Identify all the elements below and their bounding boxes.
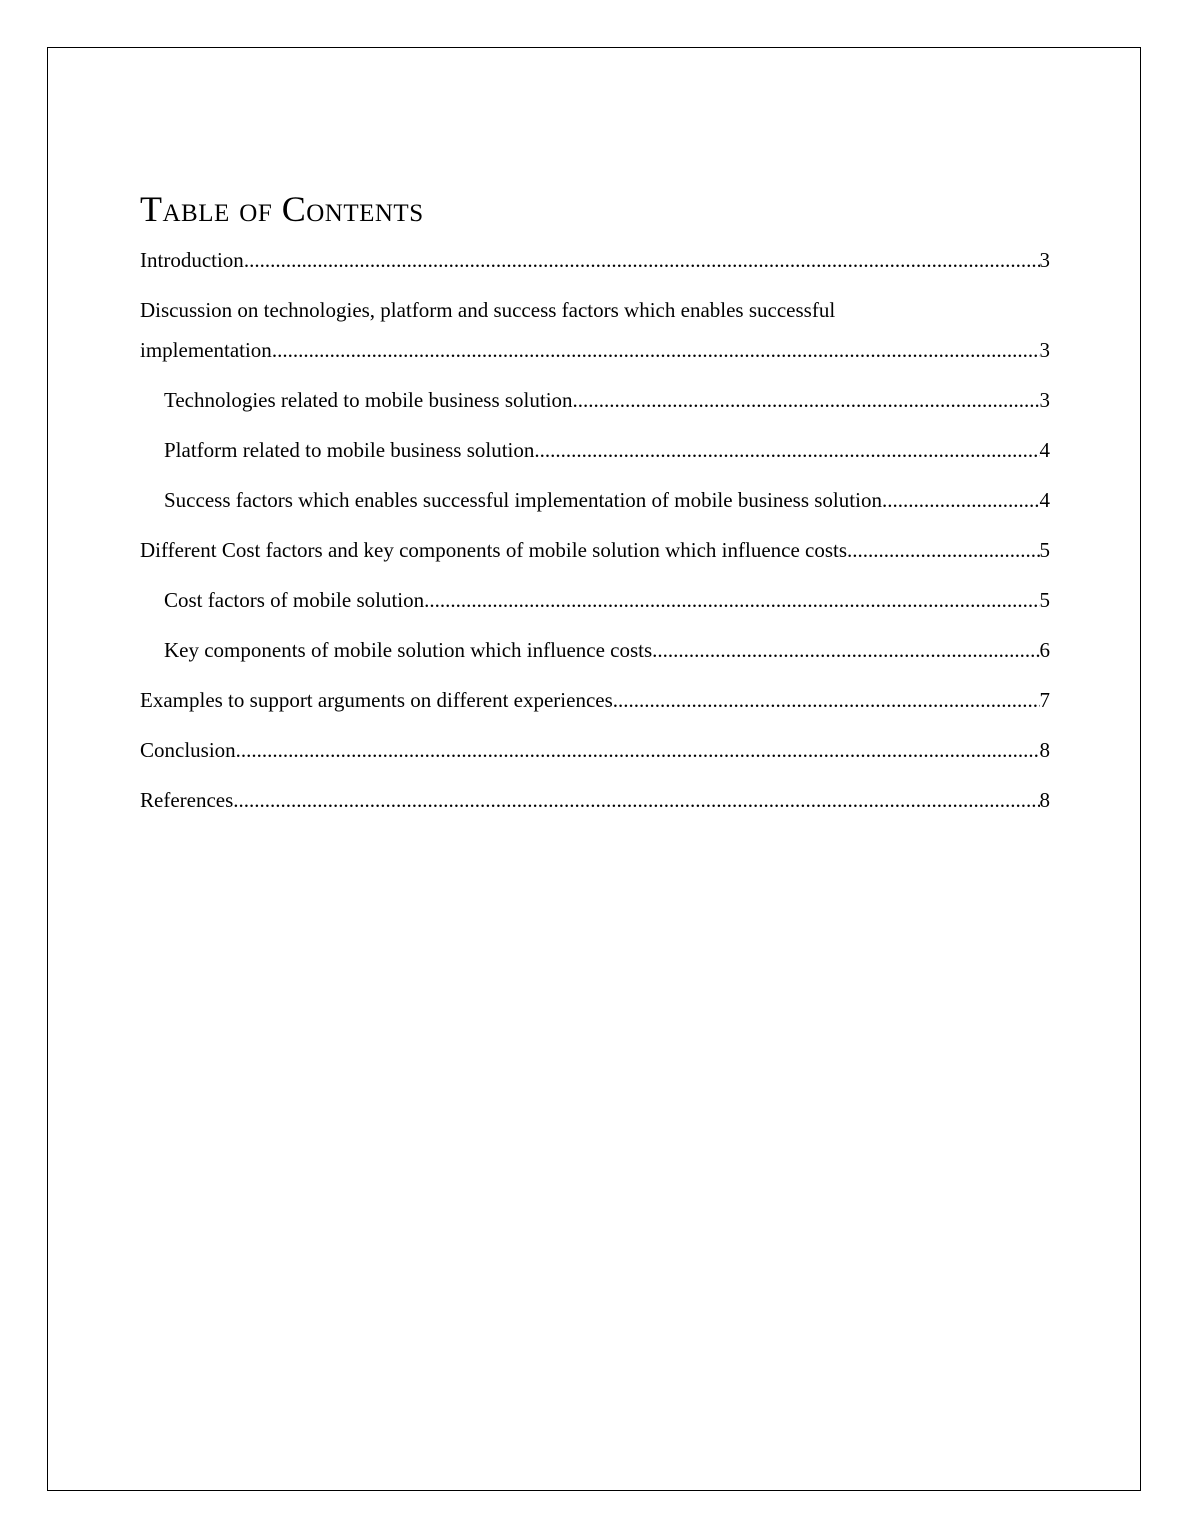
toc-page-number: 8: [1039, 788, 1050, 812]
toc-page-number: 7: [1039, 688, 1050, 712]
toc-entry-label: Success factors which enables successful implementation of mobile business solution: [164, 488, 882, 512]
toc-page-number: 3: [1039, 388, 1050, 412]
toc-entry-introduction[interactable]: [140, 240, 1050, 280]
toc-entry-continuation: [140, 330, 1050, 370]
dot-leader: [882, 480, 1040, 520]
toc-entry-label-continued: implementation: [140, 338, 272, 362]
toc-page-number: 4: [1039, 488, 1050, 512]
toc-entry-label: Introduction: [140, 248, 244, 272]
toc-entry-label: Cost factors of mobile solution: [164, 588, 425, 612]
toc-entry-key-components[interactable]: [140, 630, 1050, 670]
dot-leader: [534, 430, 1039, 470]
toc-entry-label: Technologies related to mobile business solution: [164, 388, 573, 412]
toc-entry-examples[interactable]: [140, 680, 1050, 720]
toc-page-number: 6: [1039, 638, 1050, 662]
toc-entry-conclusion[interactable]: [140, 730, 1050, 770]
toc-title: Table of Contents: [140, 189, 424, 229]
toc-entry-label: Platform related to mobile business solution: [164, 438, 535, 462]
dot-leader: [244, 240, 1040, 280]
toc-entry-cost-factors[interactable]: [140, 580, 1050, 620]
table-of-contents: [140, 240, 1050, 830]
toc-entry-discussion[interactable]: [140, 290, 1050, 370]
toc-entry-references[interactable]: [140, 780, 1050, 820]
toc-page-number: 4: [1039, 438, 1050, 462]
dot-leader: [236, 730, 1040, 770]
dot-leader: [573, 380, 1040, 420]
dot-leader: [424, 580, 1039, 620]
dot-leader: [847, 530, 1039, 570]
toc-entry-label: Different Cost factors and key components of mobile solution which influence costs: [140, 538, 848, 562]
toc-entry-label: Conclusion: [140, 738, 236, 762]
toc-entry-cost-factors-and-components[interactable]: [140, 530, 1050, 570]
toc-entry-success-factors[interactable]: [140, 480, 1050, 520]
toc-page-number: 3: [1039, 338, 1050, 362]
toc-page-number: 5: [1039, 588, 1050, 612]
toc-entry-label: References: [140, 788, 234, 812]
toc-entry-technologies[interactable]: [140, 380, 1050, 420]
toc-entry-label: Examples to support arguments on different experiences: [140, 688, 613, 712]
toc-page-number: 5: [1039, 538, 1050, 562]
toc-page-number: 8: [1039, 738, 1050, 762]
toc-entry-label: Key components of mobile solution which influence costs: [164, 638, 653, 662]
toc-page-number: 3: [1039, 248, 1050, 272]
toc-entry-label: Discussion on technologies, platform and success factors which enables successful: [140, 298, 836, 322]
dot-leader: [233, 780, 1039, 820]
dot-leader: [272, 330, 1040, 370]
toc-entry-platform[interactable]: [140, 430, 1050, 470]
dot-leader: [652, 630, 1039, 670]
dot-leader: [613, 680, 1040, 720]
